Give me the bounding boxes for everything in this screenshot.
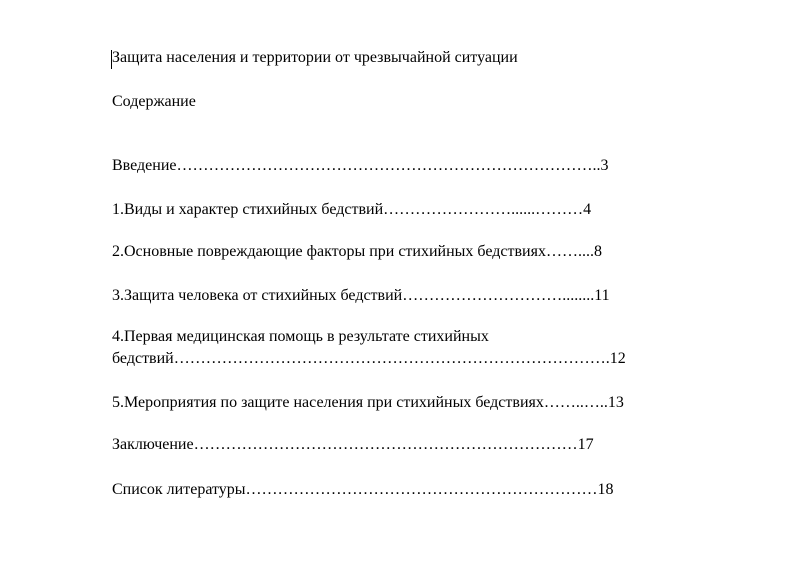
toc-entry-1[interactable]: 1.Виды и характер стихийных бедствий……………………......………4 <box>112 201 592 218</box>
toc-heading[interactable]: Содержание <box>112 93 196 110</box>
toc-entry-4-line-1[interactable]: 4.Первая медицинская помощь в результате стихийных <box>112 328 489 345</box>
document-title[interactable]: Защита населения и территории от чрезвычайной ситуации <box>112 49 518 66</box>
toc-entry-5[interactable]: 5.Мероприятия по защите населения при стихийных бедствиях……..…..13 <box>112 394 624 411</box>
toc-entry-references[interactable]: Список литературы…………………………………………………………18 <box>112 481 614 498</box>
toc-entry-2[interactable]: 2.Основные повреждающие факторы при стихийных бедствиях……....8 <box>112 243 602 260</box>
toc-entry-introduction[interactable]: Введение……………………………………………………………………..3 <box>112 157 609 174</box>
toc-entry-conclusion[interactable]: Заключение………………………………………………………………17 <box>112 436 594 453</box>
toc-entry-4-line-2[interactable]: бедствий……………………………………………………………………….12 <box>112 350 626 367</box>
toc-entry-3[interactable]: 3.Защита человека от стихийных бедствий…………………………........11 <box>112 287 610 304</box>
